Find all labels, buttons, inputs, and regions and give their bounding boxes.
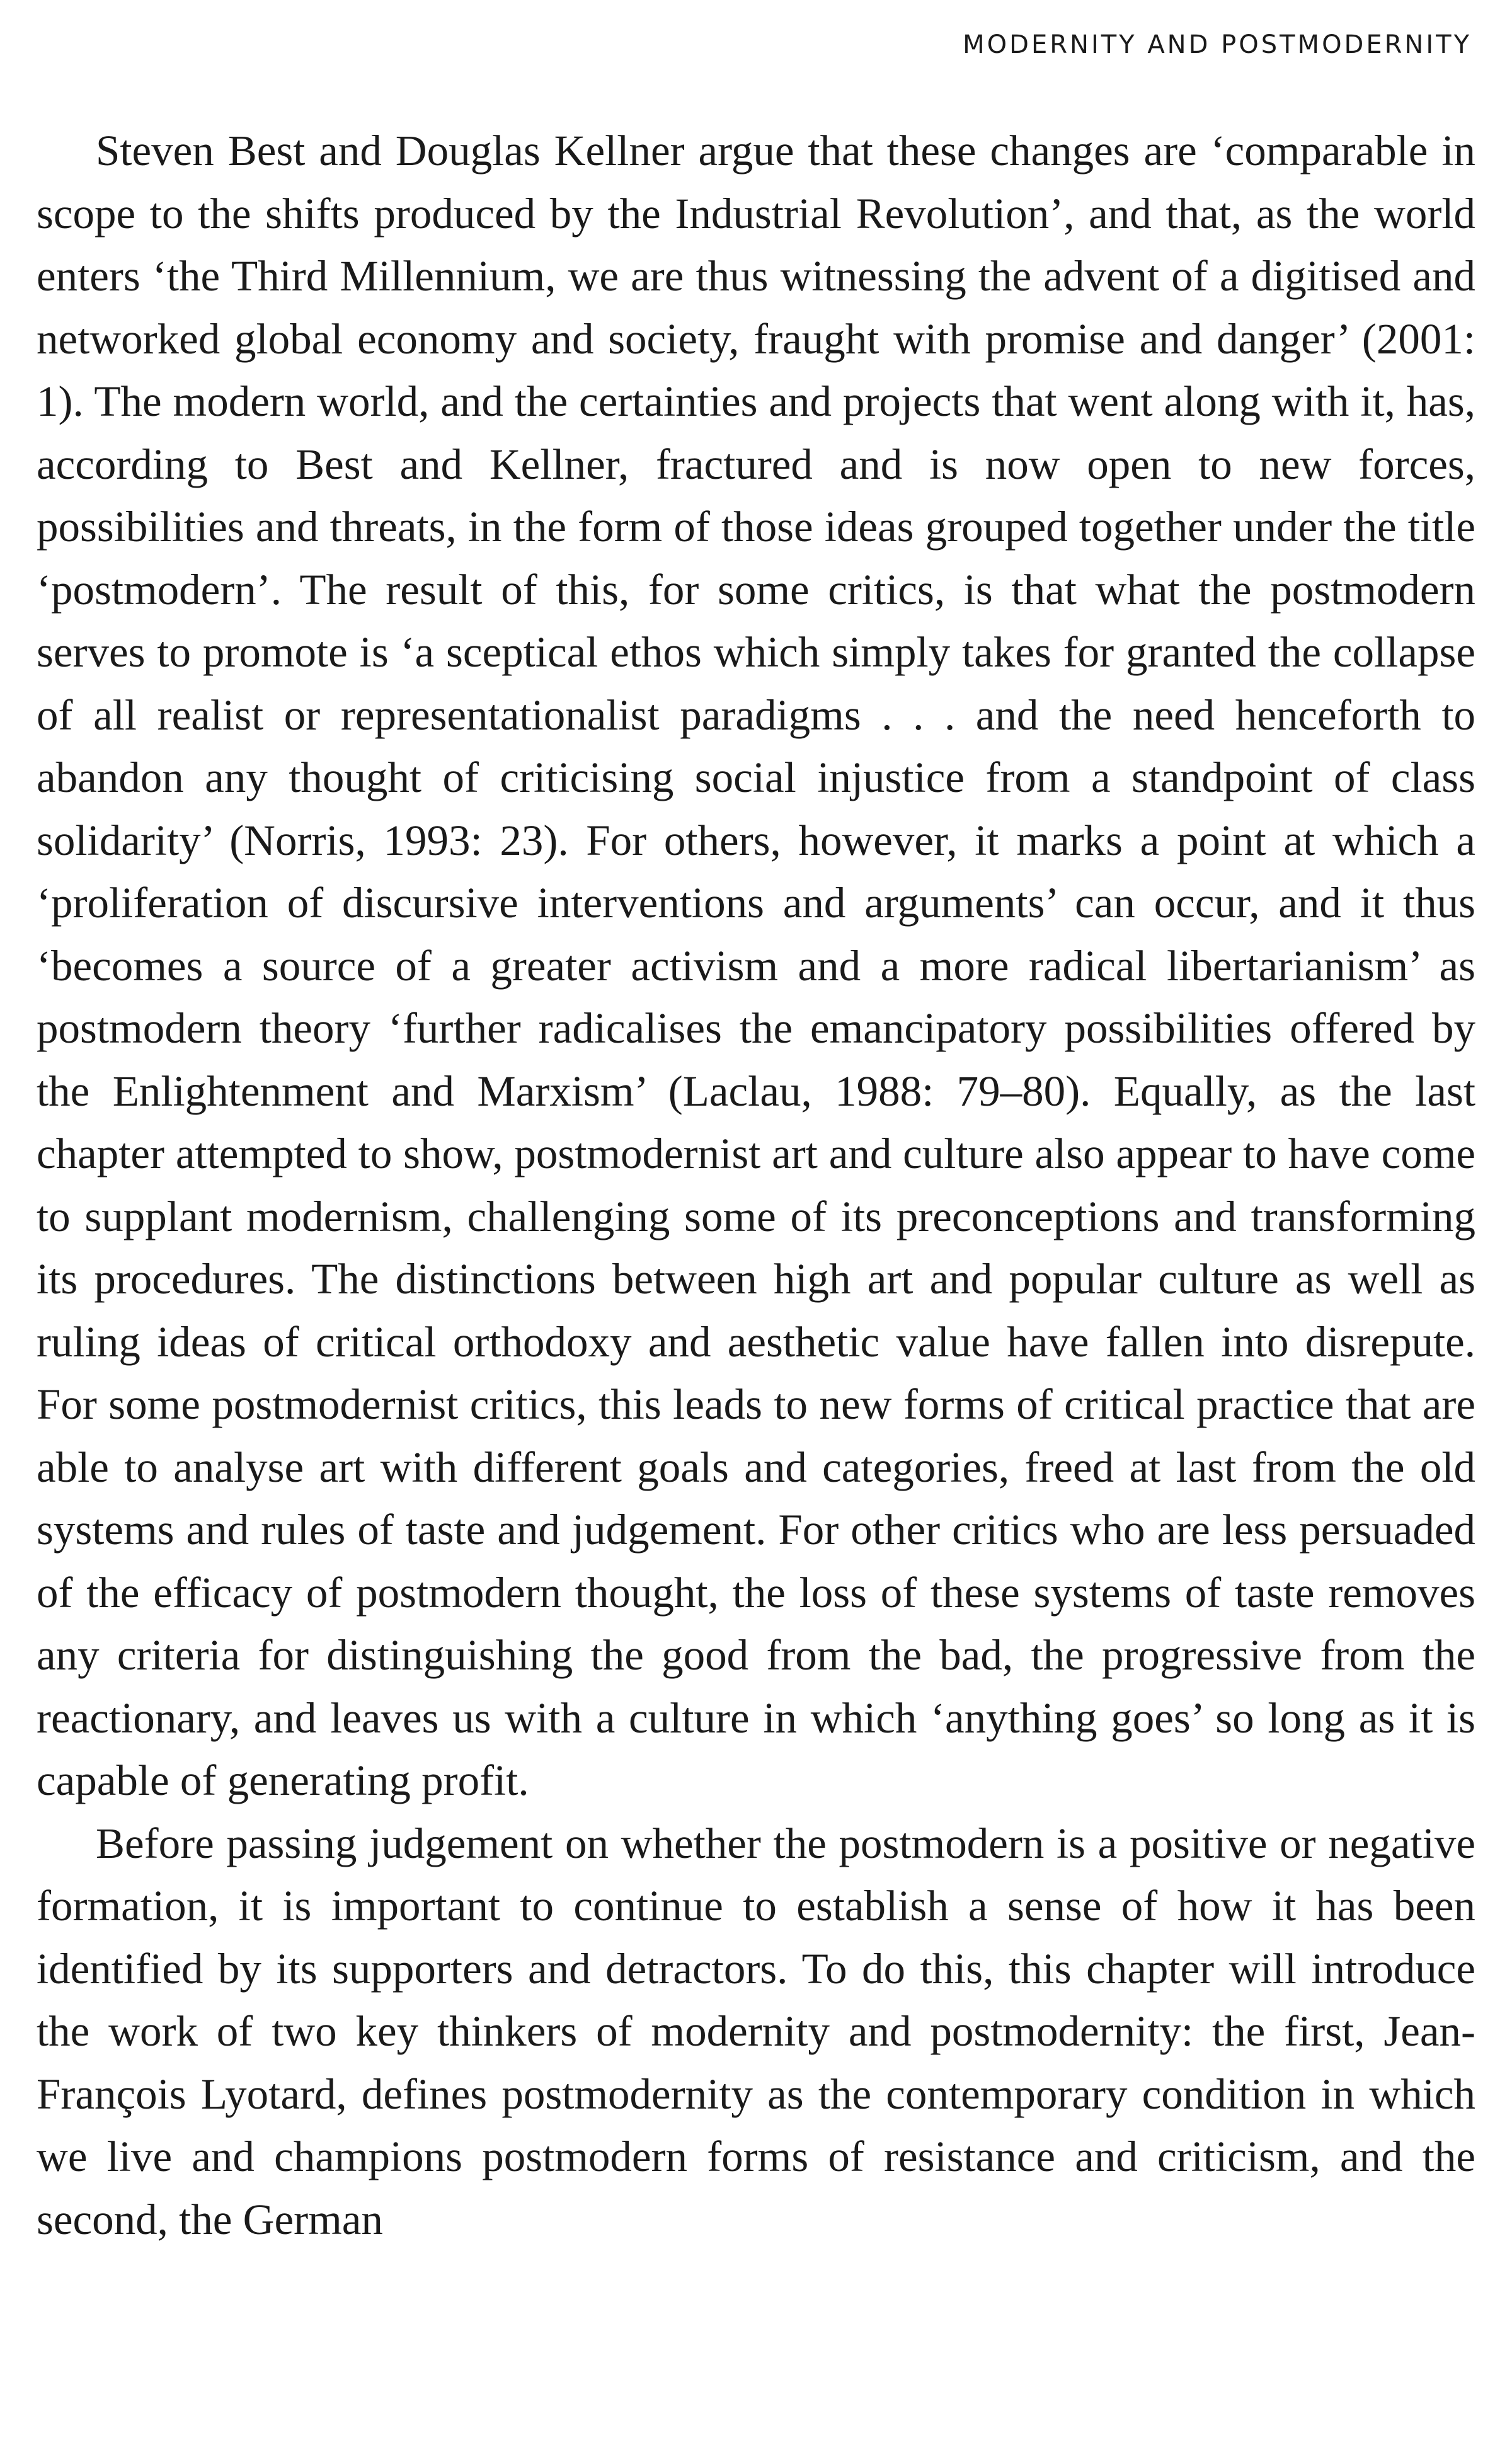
- running-head: MODERNITY AND POSTMODERNITY: [963, 30, 1472, 59]
- body-text: [37, 120, 1475, 2251]
- paragraph-1: Steven Best and Douglas Kellner argue that these changes are ‘comparable in scope to the shifts produced by the Industrial Revolution’, and that, as the world enters ‘the Third Millennium, we are thus witnessing the advent of a digitised and networked global economy and society, fraught with promise and danger’ (2001: 1). The modern world, and the certainties and projects that went along with it, has, according to Best and Kellner, fractured and is now open to new forces, possibilities and threats, in the form of those ideas grouped together under the title ‘postmodern’. The result of this, for some critics, is that what the postmodern serves to promote is ‘a sceptical ethos which simply takes for granted the collapse of all realist or representationalist paradigms . . . and the need henceforth to abandon any thought of criticising social injustice from a standpoint of class solidarity’ (Norris, 1993: 23). For others, however, it marks a point at which a ‘proliferation of discursive interventions and arguments’ can occur, and it thus ‘becomes a source of a greater activism and a more radical libertarianism’ as postmodern theory ‘further radicalises the emancipatory possibilities offered by the Enlightenment and Marxism’ (Laclau, 1988: 79–80). Equally, as the last chapter attempted to show, postmodernist art and culture also appear to have come to supplant modernism, challenging some of its preconceptions and transforming its procedures. The distinctions between high art and popular culture as well as ruling ideas of critical orthodoxy and aesthetic value have fallen into disrepute. For some postmodernist critics, this leads to new forms of critical practice that are able to analyse art with different goals and categories, freed at last from the old systems and rules of taste and judgement. For other critics who are less persuaded of the efficacy of postmodern thought, the loss of these systems of taste removes any criteria for distinguishing the good from the bad, the progressive from the reactionary, and leaves us with a culture in which ‘anything goes’ so long as it is capable of generating profit.: [37, 127, 1475, 1804]
- paragraph-2: Before passing judgement on whether the postmodern is a positive or negative formation, it is important to continue to establish a sense of how it has been identified by its supporters and detractors. To do this, this chapter will introduce the work of two key thinkers of modernity and postmodernity: the first, Jean-François Lyotard, defines postmodernity as the contemporary condition in which we live and champions postmodern forms of resistance and criticism, and the second, the German: [37, 1819, 1475, 2243]
